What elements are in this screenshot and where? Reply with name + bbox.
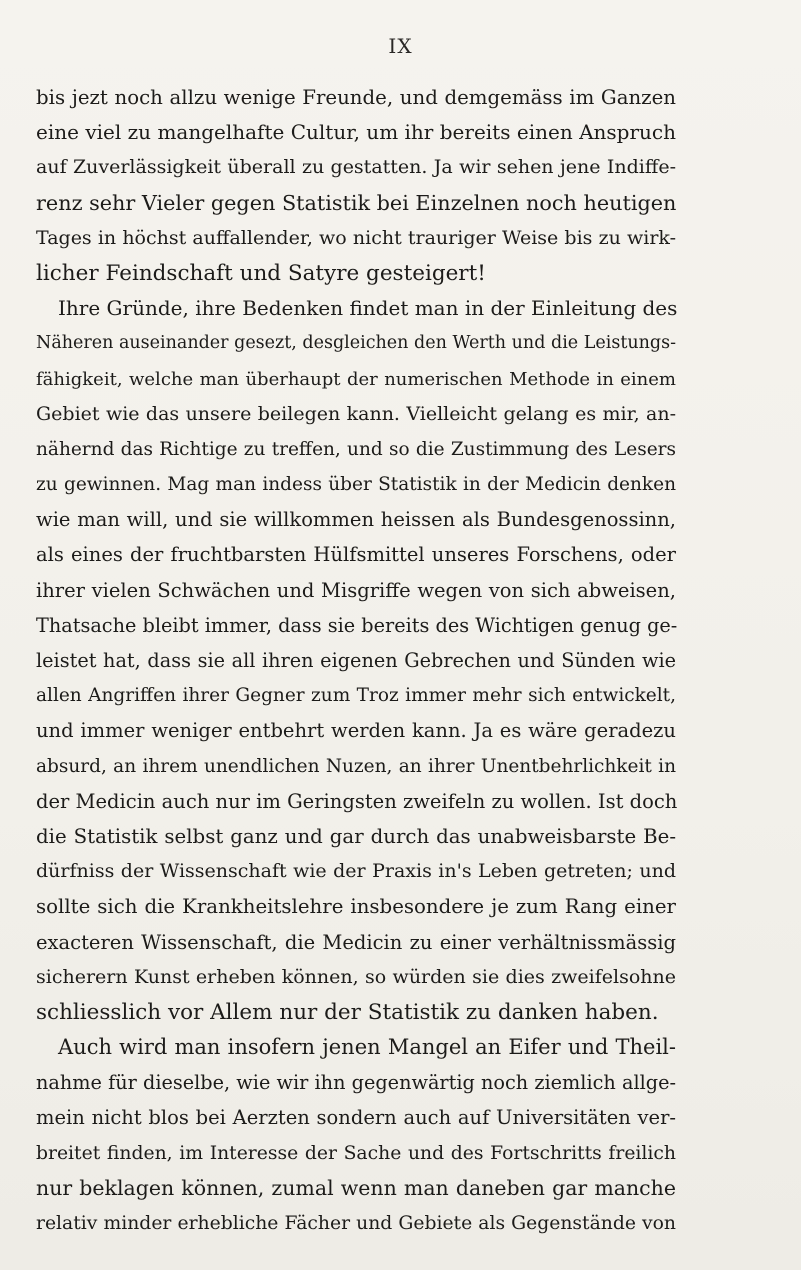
text-line: nahme für dieselbe, wie wir ihn gegenwärtig noch ziemlich allge- [36,1071,676,1095]
text-line: nur beklagen können, zumal wenn man daneben gar manche [36,1175,676,1200]
paragraph-start-line: Ihre Gründe, ihre Bedenken findet man in der Einleitung des [58,296,678,321]
body-text [36,80,676,1241]
text-line: Gebiet wie das unsere beilegen kann. Vielleicht gelang es mir, an- [36,402,676,425]
text-line: wie man will, und sie willkommen heissen als Bundesgenossinn, [36,508,676,532]
text-line: sollte sich die Krankheitslehre insbesondere je zum Rang einer [36,895,676,919]
text-line: leistet hat, dass sie all ihren eigenen Gebrechen und Sünden wie [36,649,676,672]
text-line: mein nicht blos bei Aerzten sondern auch auf Universitäten ver- [36,1106,676,1130]
text-line: ihrer vielen Schwächen und Misgriffe wegen von sich abweisen, [36,578,676,602]
text-line: eine viel zu mangelhafte Cultur, um ihr bereits einen Anspruch [36,120,676,145]
text-line: zu gewinnen. Mag man indess über Statistik in der Medicin denken [36,474,676,496]
text-line: und immer weniger entbehrt werden kann. Ja es wäre geradezu [36,719,676,743]
text-line: dürfniss der Wissenschaft wie der Praxis in's Leben getreten; und [36,860,676,883]
text-line: relativ minder erhebliche Fächer und Gebiete als Gegenstände von [36,1213,676,1234]
paragraph-end-line: schliesslich vor Allem nur der Statistik zu danken haben. [36,999,659,1025]
text-line: nähernd das Richtige zu treffen, und so die Zustimmung des Lesers [36,438,676,460]
text-line: allen Angriffen ihrer Gegner zum Troz immer mehr sich entwickelt, [36,685,676,707]
text-line: sicherern Kunst erheben können, so würden sie dies zweifelsohne [36,965,676,988]
text-line: die Statistik selbst ganz und gar durch das unabweisbarste Be- [36,824,676,848]
text-line: der Medicin auch nur im Geringsten zweifeln zu wollen. Ist doch [36,789,678,813]
paragraph-start-line: Auch wird man insofern jenen Mangel an Eifer und Theil- [58,1035,676,1060]
text-line: Thatsache bleibt immer, dass sie bereits des Wichtigen genug ge- [36,613,678,637]
text-line: breitet finden, im Interesse der Sache und des Fortschritts freilich [36,1142,676,1164]
paragraph-end-line: licher Feindschaft und Satyre gesteigert! [36,260,486,286]
text-line: exacteren Wissenschaft, die Medicin zu einer verhältnissmässig [36,930,676,954]
text-line: bis jezt noch allzu wenige Freunde, und demgemäss im Ganzen [36,86,676,109]
text-line: auf Zuverlässigkeit überall zu gestatten. Ja wir sehen jene Indiffe- [36,156,676,179]
text-line: absurd, an ihrem unendlichen Nuzen, an ihrer Unentbehrlichkeit in [36,755,676,777]
text-line: renz sehr Vieler gegen Statistik bei Einzelnen noch heutigen [36,190,677,215]
text-line: Näheren auseinander gesezt, desgleichen den Werth und die Leistungs- [36,333,676,354]
text-line: als eines der fruchtbarsten Hülfsmittel unseres Forschens, oder [36,543,676,567]
page-number: IX [388,34,413,58]
text-line: Tages in höchst auffallender, wo nicht trauriger Weise bis zu wirk- [36,226,676,249]
text-line: fähigkeit, welche man überhaupt der numerischen Methode in einem [36,368,676,390]
